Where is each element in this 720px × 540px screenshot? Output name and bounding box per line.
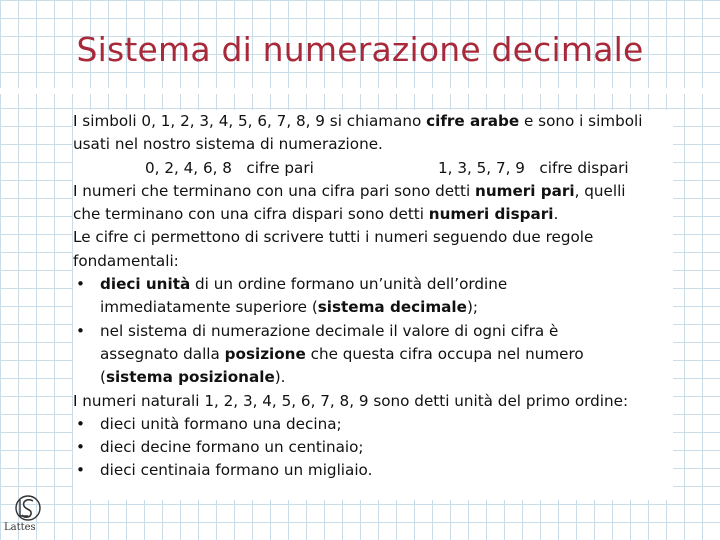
text-span: dieci decine formano un centinaio; — [100, 438, 364, 457]
bold-term: numeri dispari — [428, 205, 554, 224]
text-span: dieci centinaia formano un migliaio. — [100, 461, 373, 480]
text-span: ( — [100, 368, 106, 387]
logo-text: Lattes — [4, 522, 36, 533]
title-underline — [0, 88, 720, 94]
odd-digits: 1, 3, 5, 7, 9 cifre dispari — [438, 158, 629, 177]
slide-content — [73, 110, 673, 500]
text-span: e sono i simboli — [519, 112, 643, 130]
bold-term: posizione — [224, 344, 306, 363]
text-line — [73, 180, 673, 203]
text-span: . — [553, 205, 559, 224]
bold-term: dieci unità — [100, 275, 191, 294]
text-span: dieci unità formano una decina; — [100, 414, 342, 433]
text-span: di un ordine formano un’unità dell’ordine — [190, 275, 508, 294]
rule-item — [73, 273, 673, 296]
text-line — [73, 203, 673, 226]
even-digits: 0, 2, 4, 6, 8 cifre pari — [145, 158, 314, 177]
text-line: Le cifre ci permettono di scrivere tutti i numeri seguendo due regole — [73, 228, 594, 247]
text-line — [73, 296, 673, 319]
text-span: I simboli 0, 1, 2, 3, 4, 5, 6, 7, 8, 9 si chiamano — [73, 112, 427, 130]
text-span: assegnato dalla — [100, 344, 225, 363]
bold-term: sistema posizionale — [105, 368, 275, 387]
text-span: ). — [274, 368, 286, 387]
bullet-icon: • — [76, 438, 85, 457]
list-item — [73, 436, 673, 459]
bold-term: numeri pari — [475, 181, 575, 200]
text-span: , quelli — [574, 181, 626, 200]
text-span: I numeri che terminano con una cifra pari sono detti — [73, 181, 476, 200]
text-line: fondamentali: — [73, 251, 179, 270]
text-line — [73, 343, 673, 366]
text-line: I numeri naturali 1, 2, 3, 4, 5, 6, 7, 8, 9 sono detti unità del primo ordine: — [73, 391, 629, 410]
text-line — [73, 366, 673, 389]
text-line: usati nel nostro sistema di numerazione. — [73, 135, 383, 154]
bullet-icon: • — [76, 321, 85, 340]
bold-term: cifre arabe — [426, 112, 520, 130]
bullet-icon: • — [76, 414, 85, 433]
text-line — [73, 110, 673, 133]
list-item — [73, 459, 673, 482]
slide-title: Sistema di numerazione decimale — [76, 30, 644, 69]
bullet-icon: • — [76, 461, 85, 480]
text-span: che terminano con una cifra dispari sono detti — [73, 205, 429, 224]
digits-row — [73, 157, 673, 180]
text-span: nel sistema di numerazione decimale il valore di ogni cifra è — [100, 321, 559, 340]
text-span: che questa cifra occupa nel numero — [305, 344, 584, 363]
bullet-icon: • — [76, 275, 85, 294]
list-item — [73, 413, 673, 436]
text-span: immediatamente superiore ( — [100, 298, 318, 317]
text-span: ); — [466, 298, 478, 317]
bold-term: sistema decimale — [317, 298, 467, 317]
rule-item — [73, 320, 673, 343]
